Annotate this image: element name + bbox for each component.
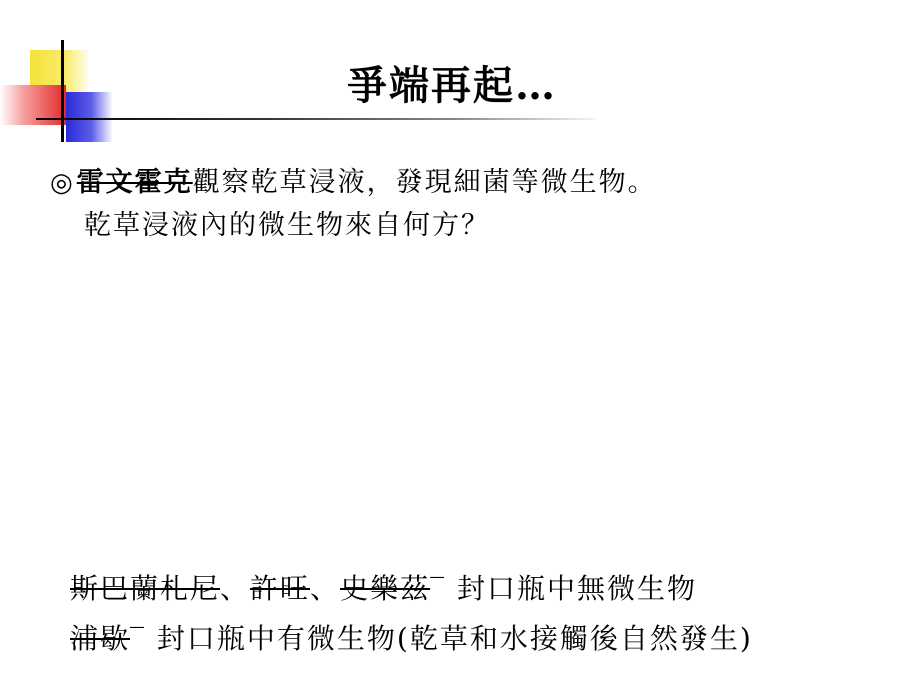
line4-text: ‾ 封口瓶中有微生物(乾草和水接觸後自然發生) (130, 622, 753, 655)
line1-text: 觀察乾草浸液，發現細菌等微生物。 (192, 167, 657, 198)
bullet-line-4 (70, 617, 753, 657)
scientist-name-spallanzani: 斯巴蘭札尼 (70, 572, 221, 605)
title-underline (36, 118, 596, 120)
slide-title: 爭端再起… (347, 62, 557, 109)
scientist-name-leeuwenhoek: 雷文霍克 (76, 167, 193, 198)
decor-blue-square (66, 92, 112, 142)
bullet-line-1 (50, 160, 657, 199)
decor-vertical-line (61, 40, 64, 142)
bullet-icon: ◎ (50, 168, 75, 198)
separator: 、 (310, 572, 341, 605)
bullet-line-2: 乾草浸液內的微生物來自何方？ (84, 210, 490, 241)
scientist-name-schulze: 史樂茲 (340, 572, 431, 605)
line3-text: ‾ 封口瓶中無微生物 (430, 572, 697, 605)
scientist-name-schwann: 許旺 (250, 572, 311, 605)
scientist-name-pouchet: 浦歇 (70, 622, 131, 655)
bullet-line-3 (70, 567, 697, 607)
separator: 、 (220, 572, 251, 605)
